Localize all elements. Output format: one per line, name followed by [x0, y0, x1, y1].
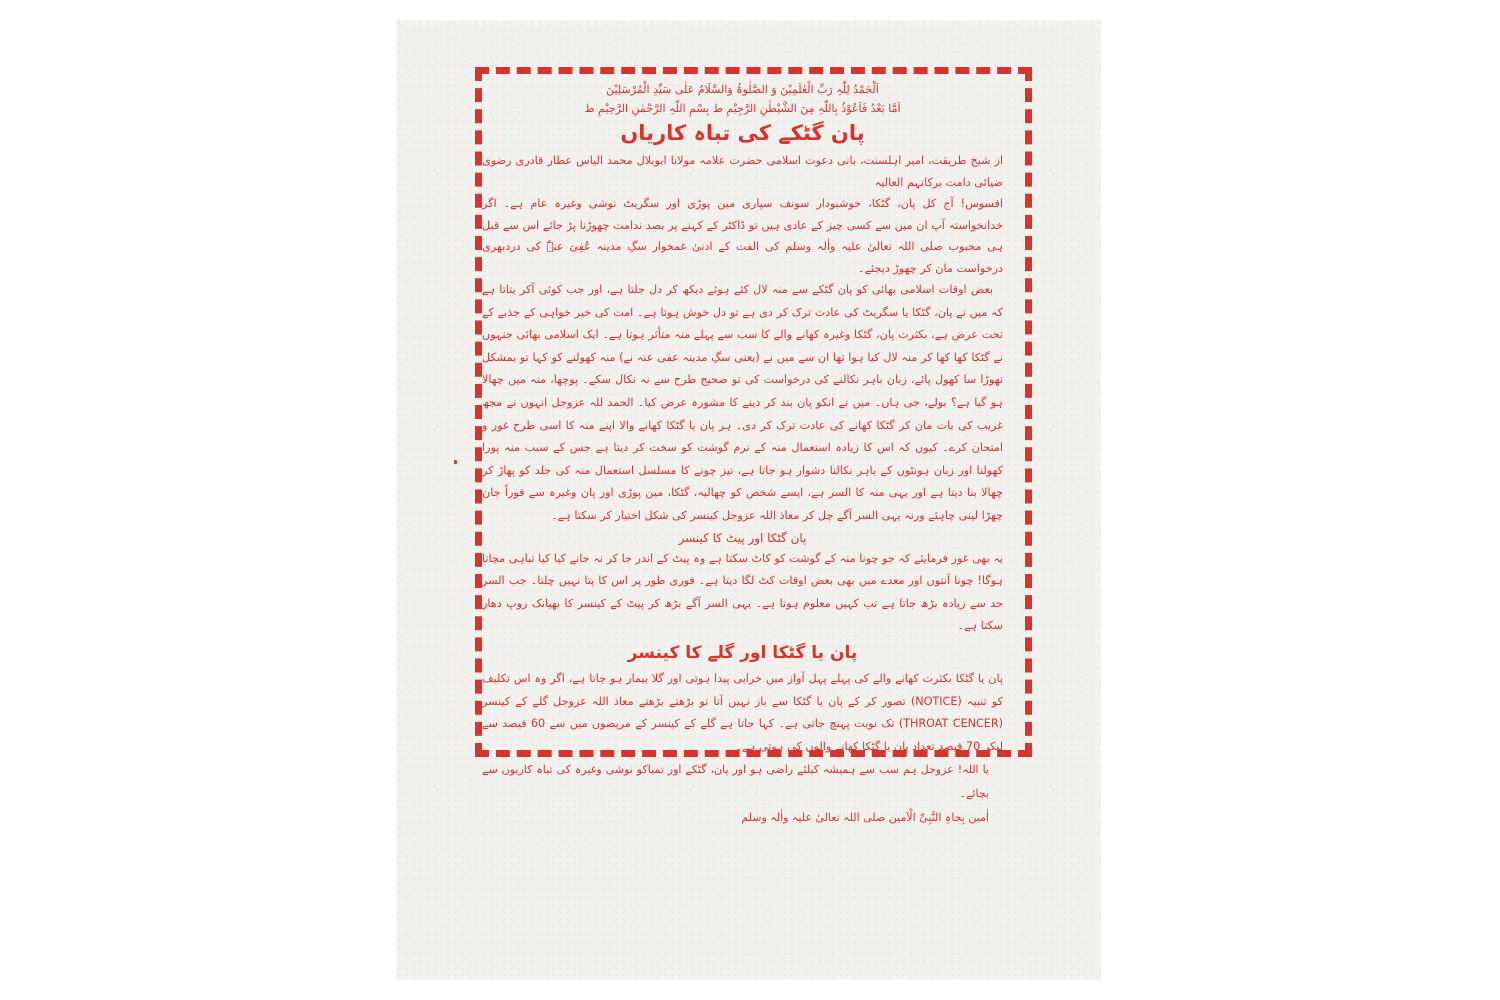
opening-praise-line: اَلْحَمْدُ لِلّٰہِ رَبِّ الْعٰلَمِیْنَ وَ الصَّلٰوۃُ وَالسَّلَامُ عَلٰی سَیِّدِ الْمُرْسَلِیْنَ [606, 83, 879, 96]
ink-dot [454, 460, 457, 464]
paragraph-opening: افسوس! آج کل پان، گٹکا، خوشبودار سونف سپاری مین پوڑی اور سگریٹ نوشی وغیرہ عام ہے۔ اگر خدانخواستہ آپ ان میں سے کسی چیز کے عادی ہیں تو ڈاکٹر کے کہنے پر بصد ندامت چھوڑنا پڑ جائے اس سے قبل ہی محبوب صلی اللہ تعالیٰ علیہ واٰلہ وسلم کی الفت کے ادنیٰ غمخوار سگِ مدینہ عُفِیَ عنہٗ کی دردبھری درخواست مان کر چھوڑ دیجئے۔ [482, 197, 1003, 275]
closing-ameen: اٰمین بِجاہِ النَّبِیِّ الْاَمین صلی اللہ تعالیٰ علیہ واٰلہ وسلم [741, 811, 989, 825]
paragraph-mouth-effects: بعض اوقات اسلامی بھائی کو پان گٹکے سے منہ لال کئے ہوئے دیکھ کر دل جلتا ہے، اور جب کوئی آکر بتاتا ہے کہ میں نے پان، گٹکا یا سگریٹ کی عادت ترک کر دی ہے تو دل خوش ہوتا ہے۔ امت کی خیر خواہی کے جذبے کے تحت عرض ہے، بکثرت پان، گٹکا وغیرہ کھانے والے کا سب سے پہلے منہ متأثر ہوتا ہے۔ ایک اسلامی بھائی جنہوں نے گٹکا کھا کھا کر منہ لال کیا ہوا تھا ان سے میں نے (یعنی سگِ مدینہ عفی عنہ نے) منہ کھولنے کو کہا تو بمشکل تھوڑا سا کھول پائے، زبان باہر نکالنے کی درخواست کی تو صحیح طرح سے نہ نکال سکے۔ پوچھا، منہ میں چھالا ہو گیا ہے؟ بولے، جی ہاں۔ میں نے انکو پان بند کر دینے کا مشورہ عرض کیا۔ الحمد للہ عزوجل انہوں نے مجھ غریب کی بات مان کر گٹکا کھانے کی عادت ترک کر دی۔ ہر پان یا گٹکا کھانے والا اپنے منہ کا اسی طرح غور و امتحان کرے۔ کیوں کہ اس کا زیادہ استعمال منہ کے نرم گوشت کو سخت کر دیتا ہے جس کے سبب منہ پورا کھولنا اور زبان ہونٹوں کے باہر نکالنا دشوار ہو جاتا ہے، نیز چونے کا مسلسل استعمال منہ کی جلد کو پھاڑ کر چھالا بنا دیتا ہے اور یہی منہ کا السر ہے، ایسے شخص کو چھالیہ، گٹکا، مین پوڑی اور پان وغیرہ سے فوراً جان چھڑا لینی چاہئے ورنہ یہی السر آگے چل کر معاذ اللہ عزوجل کینسر کی شکل اختیار کر سکتا ہے۔ [482, 283, 1003, 522]
document-body [482, 80, 1003, 830]
paragraph-stomach-cancer: یہ بھی غور فرمایئے کہ جو چونا منہ کے گوشت کو کاٹ سکتا ہے وہ پیٹ کے اندر جا کر نہ جانے کیا کیا تباہی مچاتا ہوگا! چونا آنتوں اور معدے میں بھی بعض اوقات کٹ لگا دیتا ہے۔ فوری طور پر اس کا پتا نہیں چلتا۔ جب السر حد سے زیادہ بڑھ جاتا ہے تب کہیں معلوم ہوتا ہے۔ یہی السر آگے بڑھ کر پیٹ کے کینسر کا بھیانک روپ دھار سکتا ہے۔ [482, 551, 1003, 633]
heading-throat-cancer: پان یا گٹکا اور گلے کا کینسر [627, 642, 858, 663]
author-intro: از شیخ طریقت، امیر اہلسنت، بانی دعوت اسلامی حضرت علامہ مولانا ابوبلال محمد الیاس عطار قادری رضوی ضیائی دامت برکاتہم العالیہ [482, 154, 1003, 189]
page-title: پان گٹکے کی تباہ کاریاں [620, 121, 865, 145]
printed-sheet [396, 20, 1101, 980]
closing-dua: یا اللہ! عزوجل ہم سب سے ہمیشہ کیلئے راضی ہو اور پان، گٹکے اور تمباکو نوشی وغیرہ کی تباہ کاریوں سے بچائے۔ [482, 763, 989, 801]
basmala-line: اَمَّا بَعْدُ فَاَعُوْذُ بِاللّٰہِ مِنَ الشَّیْطٰنِ الرَّجِیْمِ ط بِسْمِ اللّٰہِ الرَّحْمٰنِ الرَّحِیْمِ ط [584, 102, 901, 115]
paragraph-throat-cancer: پان یا گٹکا بکثرت کھانے والے کی پہلے پہل آواز میں خرابی پیدا ہوتی اور گلا بیمار ہو جاتا ہے، اگر وہ اس تکلیف کو تنبیہ (NOTICE) تصور کر کے پان یا گٹکا سے باز نہیں آتا تو بڑھتے بڑھتے معاذ اللہ عزوجل گلے کے کینسر (THROAT CENCER) تک نوبت پہنچ جاتی ہے۔ کہا جاتا ہے گلے کے کینسر کے مریضوں میں سے 60 فیصد سے لیکر 70 فیصد تعداد پان یا گٹکا کھانے والوں کی ہوتی ہے۔ [482, 671, 1003, 753]
heading-stomach-cancer: پان گٹکا اور پیٹ کا کینسر [678, 530, 807, 545]
